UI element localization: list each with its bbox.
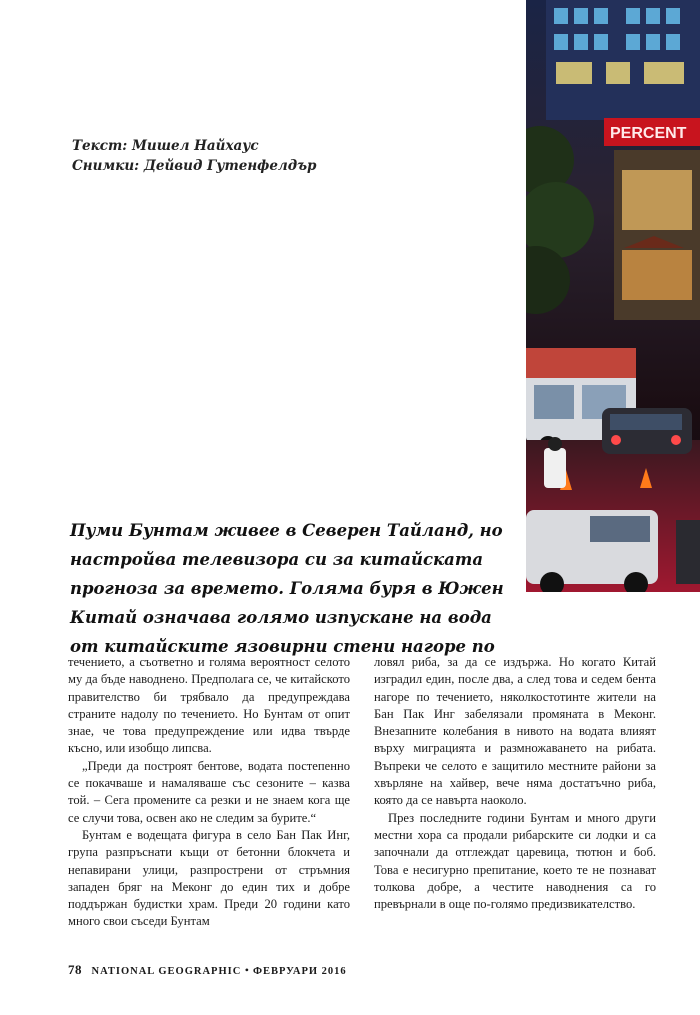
lede-text: Пуми Бунтам живее в Северен Тайланд, но настройва телевизора си за китайската прогноза за времето. Голяма буря в Южен Китай означава голямо изпускане на вода от китайските язовирни стени нагоре по — [70, 521, 504, 656]
author-credit: Текст: Мишел Найхаус — [72, 138, 259, 154]
paragraph: ловял риба, за да се издържа. Но когато Китай изградил един, после два, а след това и седем бента нагоре по течението, няколкостотинте жители на Бан Пак Инг забелязали промяната в Меконг. Внезапните колебания в нивото на водата влияят върху миграцията и размножаването на рибата. Въпреки че селото е защитило местните райони за хвърляне на хайвер, вече няма достатъчно риба, която да се навърта наоколо. — [374, 655, 656, 808]
page-footer — [68, 962, 347, 978]
footer-separator: • — [244, 963, 250, 977]
svg-text:PERCENT: PERCENT — [610, 125, 687, 142]
street-night-photo — [526, 0, 700, 592]
article-credits — [72, 136, 316, 176]
page-number: 78 — [68, 962, 82, 977]
paragraph: „Преди да построят бентове, водата постепенно се покачваше и намаляваше със сезоните – казва той. – Сега промените са резки и не знаем кога ще се случи това, освен ако не следим за бурите.“ — [68, 758, 350, 825]
article-lede — [70, 516, 522, 661]
body-column-left — [68, 654, 350, 931]
paragraph: Бунтам е водещата фигура в село Бан Пак Инг, група разпръснати къщи от бетонни блокчета и непавирани улици, разпрострени от стръмния западен бряг на Меконг до един тих и добре поддържан будистки храм. Преди 20 години като много свои съседи Бунтам — [68, 827, 350, 929]
body-column-right — [374, 654, 656, 913]
photographer-credit: Снимки: Дейвид Гутенфелдър — [72, 158, 317, 174]
issue-date: ФЕВРУАРИ 2016 — [252, 966, 347, 977]
paragraph: През последните години Бунтам и много други местни хора са продали рибарските си лодки и са започнали да отглеждат царевица, тютюн и боб. Това е несигурно препитание, което те не познават толкова добре, а честите наводнения са го превърнали в още по-голямо предизвикателство. — [374, 810, 656, 912]
paragraph: течението, а съответно и голяма вероятност селото му да бъде наводнено. Предполага се, че китайското правителство би трябвало да предупреждава страните надолу по течението. Но Бунтам от опит знае, че това предупреждение или идва твърде късно, или изобщо липсва. — [68, 655, 350, 756]
magazine-name: NATIONAL GEOGRAPHIC — [91, 966, 242, 977]
